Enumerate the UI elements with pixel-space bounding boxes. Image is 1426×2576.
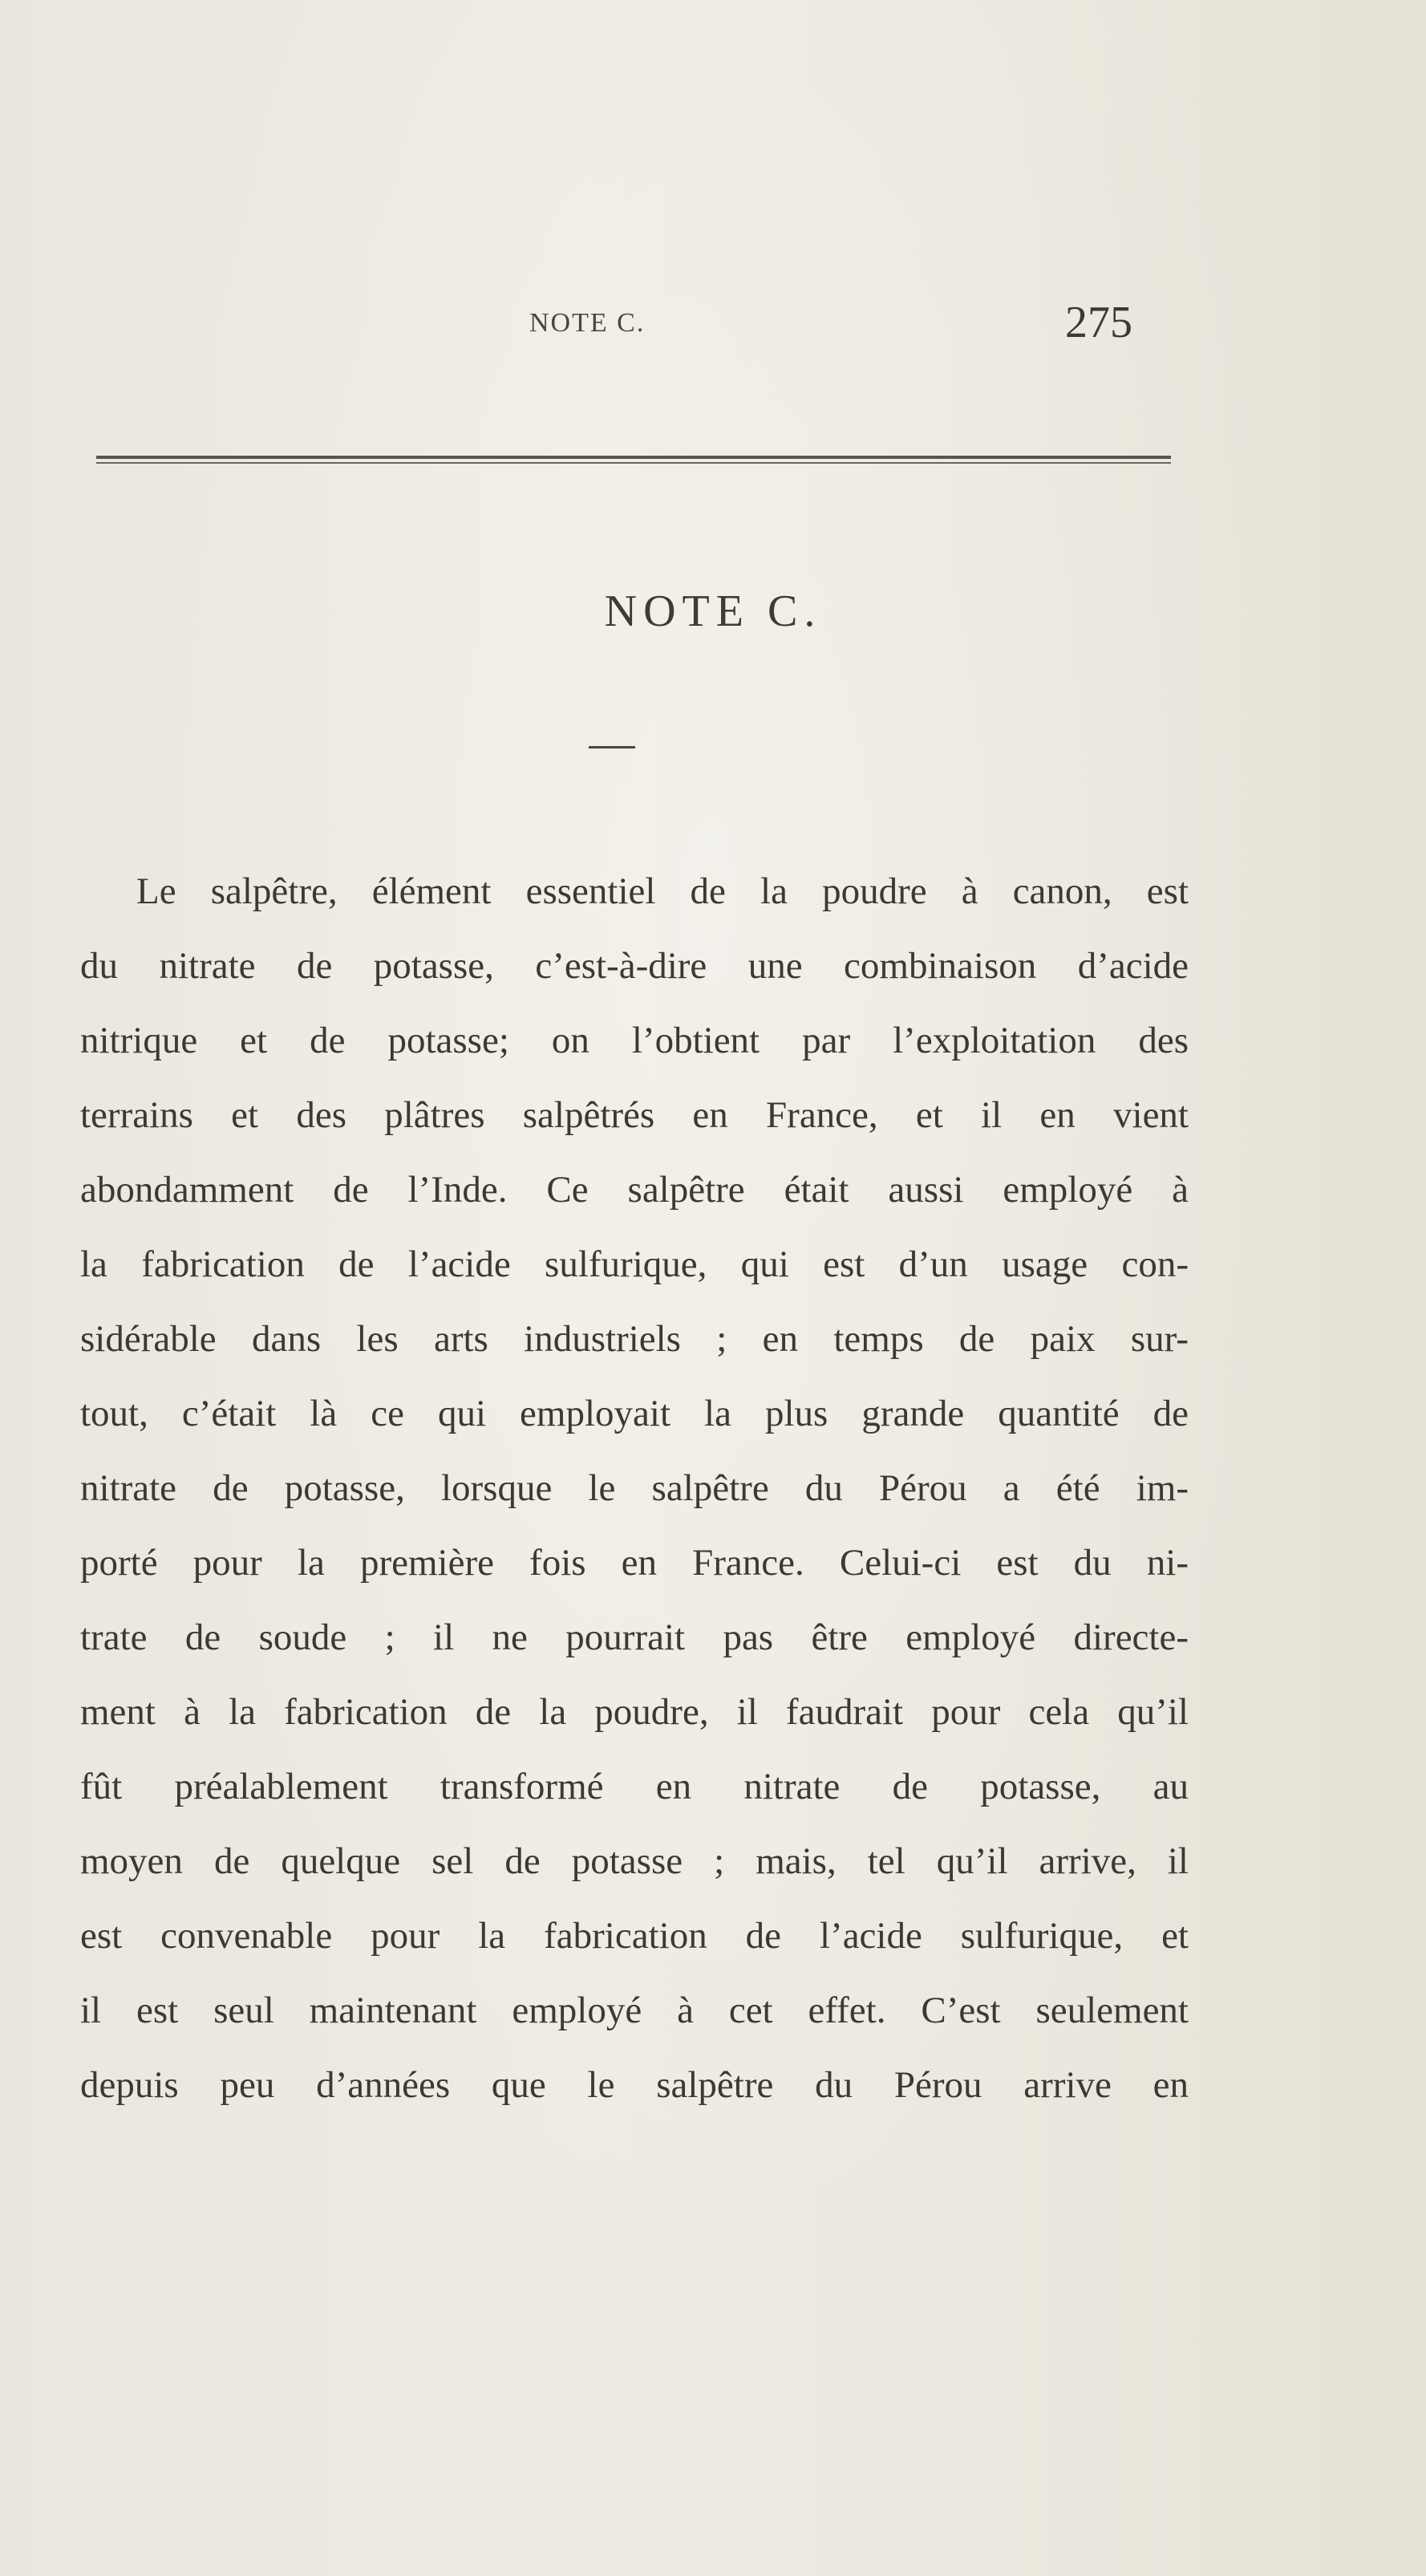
note-heading: NOTE C. [604, 586, 822, 636]
text-line: il est seul maintenant employé à cet effet. C’est seulement [80, 1990, 1189, 2031]
text-line: la fabrication de l’acide sulfurique, qui est d’un usage con- [80, 1243, 1189, 1285]
running-title: NOTE C. [529, 308, 646, 338]
text-line: depuis peu d’années que le salpêtre du Pérou arrive en [80, 2064, 1189, 2106]
text-line: nitrate de potasse, lorsque le salpêtre du Pérou a été im- [80, 1467, 1189, 1509]
header-rule-thin [96, 462, 1171, 464]
header-rule-thick [96, 456, 1171, 459]
text-line: tout, c’était là ce qui employait la plus grande quantité de [80, 1393, 1189, 1434]
text-line: du nitrate de potasse, c’est-à-dire une combinaison d’acide [80, 945, 1189, 987]
text-line: sidérable dans les arts industriels ; en temps de paix sur- [80, 1318, 1189, 1360]
text-line: terrains et des plâtres salpêtrés en France, et il en vient [80, 1094, 1189, 1136]
text-line: moyen de quelque sel de potasse ; mais, tel qu’il arrive, il [80, 1840, 1189, 1882]
text-line: ment à la fabrication de la poudre, il faudrait pour cela qu’il [80, 1691, 1189, 1733]
running-head [0, 297, 1426, 353]
page-number: 275 [1065, 298, 1132, 347]
text-line: Le salpêtre, élément essentiel de la poudre à canon, est [136, 870, 1189, 912]
text-line: porté pour la première fois en France. Celui-ci est du ni- [80, 1542, 1189, 1584]
text-line: trate de soude ; il ne pourrait pas être employé directe- [80, 1617, 1189, 1658]
body-text [80, 854, 1189, 2123]
text-line: est convenable pour la fabrication de l’acide sulfurique, et [80, 1915, 1189, 1957]
section-divider [589, 746, 635, 748]
header-double-rule [96, 456, 1171, 464]
text-line: abondamment de l’Inde. Ce salpêtre était aussi employé à [80, 1169, 1189, 1211]
text-line: fût préalablement transformé en nitrate de potasse, au [80, 1766, 1189, 1807]
text-line: nitrique et de potasse; on l’obtient par l’exploitation des [80, 1020, 1189, 1061]
